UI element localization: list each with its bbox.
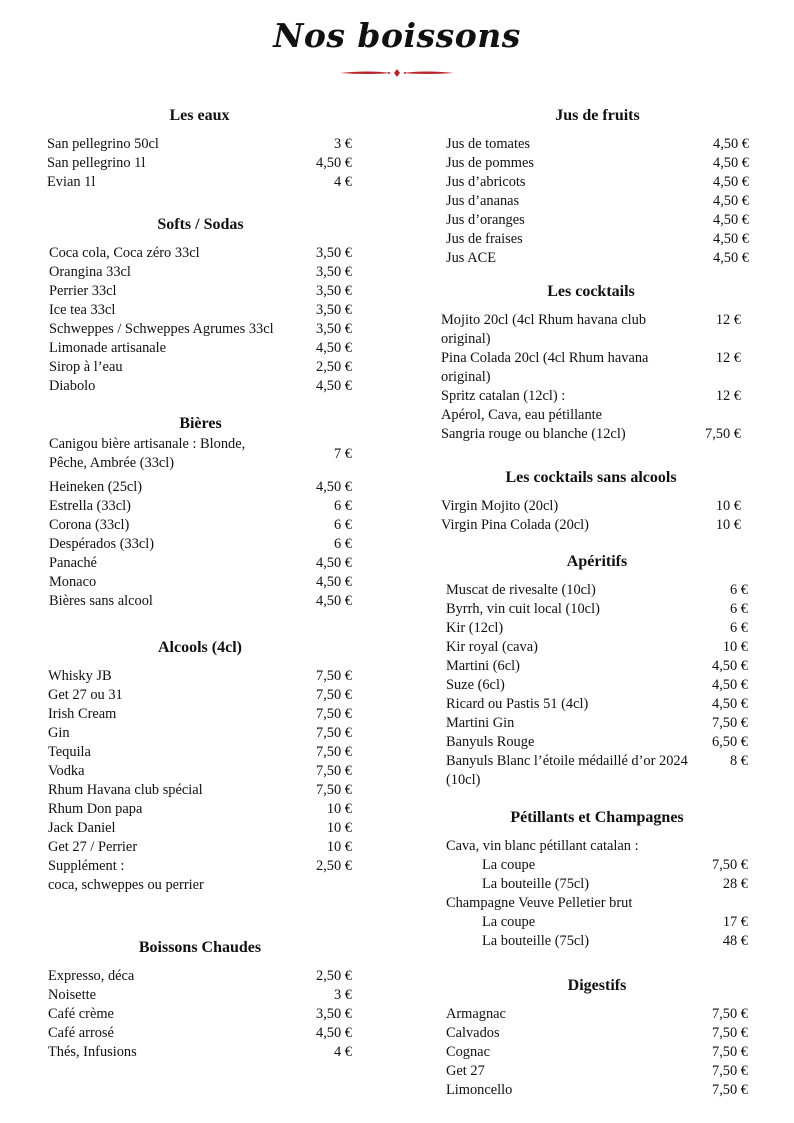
item-name: Whisky JB <box>48 668 112 684</box>
item-name: La bouteille (75cl) <box>482 876 590 892</box>
menu-item <box>446 230 749 249</box>
menu-item <box>446 192 749 211</box>
menu-item <box>48 1005 352 1024</box>
item-price: 4 € <box>334 174 352 190</box>
item-name: Noisette <box>48 987 96 1003</box>
item-name: Pina Colada 20cl (4cl Rhum havana original) <box>441 350 649 385</box>
menu-item <box>441 387 741 406</box>
menu-item <box>446 875 748 894</box>
menu-item <box>48 1043 352 1062</box>
item-name: Evian 1l <box>47 174 96 190</box>
item-price: 2,50 € <box>316 359 352 375</box>
item-name: Bières sans alcool <box>49 593 153 609</box>
menu-item <box>446 894 748 913</box>
section-title: Digestifs <box>567 977 627 994</box>
item-name: Tequila <box>48 744 91 760</box>
section-title: Apéritifs <box>566 553 628 570</box>
item-price: 3,50 € <box>316 245 352 261</box>
section-jus-de-fruits <box>446 106 749 268</box>
item-name: Cava, vin blanc pétillant catalan : <box>446 838 639 854</box>
menu-item <box>49 497 352 516</box>
item-name: Sirop à l’eau <box>49 359 123 375</box>
menu-item <box>49 592 352 611</box>
item-name: Jus d’abricots <box>446 174 526 190</box>
item-name: Coca cola, Coca zéro 33cl <box>49 245 200 261</box>
item-name: Despérados (33cl) <box>49 536 155 552</box>
item-price: 10 € <box>715 517 741 533</box>
item-price: 7,50 € <box>316 763 352 779</box>
menu-item <box>48 986 352 1005</box>
item-price: 7,50 € <box>316 706 352 722</box>
menu-item <box>441 349 741 387</box>
item-price: 4 € <box>334 1044 352 1060</box>
item-name: Thés, Infusions <box>48 1044 137 1060</box>
item-price: 4,50 € <box>316 378 352 394</box>
item-price: 12 € <box>715 350 741 366</box>
item-price: 6 € <box>730 601 748 617</box>
item-price: 4,50 € <box>316 479 352 495</box>
menu-item <box>446 695 748 714</box>
menu-item <box>49 282 352 301</box>
item-name: Champagne Veuve Pelletier brut <box>446 895 633 911</box>
item-price: 28 € <box>722 876 748 892</box>
item-name: Jus de tomates <box>446 136 530 152</box>
item-price: 7,50 € <box>316 725 352 741</box>
menu-item <box>48 724 352 743</box>
item-name: La coupe <box>482 914 536 930</box>
item-name: coca, schweppes ou perrier <box>48 877 204 893</box>
item-price: 6 € <box>334 536 352 552</box>
item-name: Gin <box>48 725 70 741</box>
menu-item <box>49 263 352 282</box>
item-name: Monaco <box>49 574 97 590</box>
item-name: Virgin Mojito (20cl) <box>441 498 559 514</box>
item-price: 48 € <box>722 933 748 949</box>
item-price: 7,50 € <box>705 426 741 442</box>
section-title: Alcools (4cl) <box>158 639 242 656</box>
item-name: Irish Cream <box>48 706 117 722</box>
menu-item <box>49 377 352 396</box>
item-price: 4,50 € <box>713 136 749 152</box>
item-price: 10 € <box>326 839 352 855</box>
item-name: Rhum Don papa <box>48 801 143 817</box>
item-name: Get 27 ou 31 <box>48 687 123 703</box>
menu-item <box>446 1005 748 1024</box>
item-name: San pellegrino 1l <box>47 155 146 171</box>
menu-item <box>48 762 352 781</box>
menu-item <box>47 135 352 154</box>
item-price: 12 € <box>715 312 741 328</box>
section-les-eaux <box>47 106 352 192</box>
item-price: 4,50 € <box>713 250 749 266</box>
menu-item <box>49 554 352 573</box>
menu-item <box>48 781 352 800</box>
menu-item <box>446 619 748 638</box>
section-title: Les cocktails sans alcools <box>505 469 677 486</box>
menu-item <box>47 154 352 173</box>
section-petillants-champagnes <box>446 808 748 951</box>
item-price: 4,50 € <box>316 155 352 171</box>
item-price: 6 € <box>334 517 352 533</box>
menu-item <box>48 876 352 895</box>
menu-item <box>446 913 748 932</box>
item-name: Rhum Havana club spécial <box>48 782 203 798</box>
title-ornament <box>340 66 454 80</box>
item-price: 7,50 € <box>316 782 352 798</box>
item-price: 4,50 € <box>713 212 749 228</box>
item-name: Café crème <box>48 1006 114 1022</box>
item-name: Vodka <box>48 763 85 779</box>
item-name: Kir (12cl) <box>446 620 504 636</box>
item-name: Jus de pommes <box>446 155 534 171</box>
item-name: Heineken (25cl) <box>49 479 143 495</box>
item-name: Get 27 <box>446 1063 485 1079</box>
menu-item <box>49 478 352 497</box>
item-name: Sangria rouge ou blanche (12cl) <box>441 426 626 442</box>
menu-item <box>441 516 741 535</box>
item-price: 4,50 € <box>316 340 352 356</box>
section-title: Les eaux <box>169 107 230 124</box>
section-cocktails-sans-alcools <box>441 468 741 535</box>
section-boissons-chaudes <box>48 938 352 1062</box>
item-price: 7,50 € <box>712 1006 748 1022</box>
section-les-cocktails <box>441 282 741 444</box>
item-name: Schweppes / Schweppes Agrumes 33cl <box>49 321 274 337</box>
menu-item <box>446 837 748 856</box>
item-price: 7,50 € <box>712 1025 748 1041</box>
item-name: Jus de fraises <box>446 231 523 247</box>
item-name: Supplément : <box>48 858 125 874</box>
section-digestifs <box>446 976 748 1100</box>
item-price: 3,50 € <box>316 1006 352 1022</box>
section-aperitifs <box>446 552 748 790</box>
item-name: Spritz catalan (12cl) : <box>441 388 566 404</box>
item-name: Cognac <box>446 1044 490 1060</box>
item-price: 17 € <box>722 914 748 930</box>
section-title: Pétillants et Champagnes <box>510 809 684 826</box>
menu-item <box>446 1043 748 1062</box>
menu-item <box>446 211 749 230</box>
section-title: Bières <box>179 415 222 432</box>
menu-item <box>49 358 352 377</box>
menu-item <box>446 932 748 951</box>
item-price: 6 € <box>730 620 748 636</box>
item-price: 3,50 € <box>316 321 352 337</box>
menu-item <box>446 600 748 619</box>
item-price: 7,50 € <box>316 687 352 703</box>
item-price: 3,50 € <box>316 302 352 318</box>
item-name: Limoncello <box>446 1082 513 1098</box>
item-name: Muscat de rivesalte (10cl) <box>446 582 596 598</box>
item-price: 4,50 € <box>713 174 749 190</box>
item-name: Jus ACE <box>446 250 496 266</box>
item-price: 3 € <box>334 987 352 1003</box>
section-title: Softs / Sodas <box>157 216 244 233</box>
item-name: Virgin Pina Colada (20cl) <box>441 517 589 533</box>
item-price: 6 € <box>334 498 352 514</box>
item-name: Byrrh, vin cuit local (10cl) <box>446 601 600 617</box>
item-price: 2,50 € <box>316 968 352 984</box>
menu-item <box>441 425 741 444</box>
item-price: 4,50 € <box>316 593 352 609</box>
section-alcools <box>48 638 352 895</box>
menu-item <box>49 435 352 473</box>
item-name: Diabolo <box>49 378 96 394</box>
menu-item <box>446 1062 748 1081</box>
item-name: Armagnac <box>446 1006 506 1022</box>
item-name: Jack Daniel <box>48 820 116 836</box>
item-name: Kir royal (cava) <box>446 639 538 655</box>
item-price: 4,50 € <box>316 555 352 571</box>
menu-item <box>48 743 352 762</box>
item-price: 4,50 € <box>316 574 352 590</box>
menu-item <box>446 135 749 154</box>
item-name: Perrier 33cl <box>49 283 117 299</box>
item-price: 6 € <box>730 582 748 598</box>
item-price: 7,50 € <box>712 1044 748 1060</box>
menu-item <box>48 838 352 857</box>
menu-item <box>48 1024 352 1043</box>
menu-item <box>446 581 748 600</box>
item-name: Estrella (33cl) <box>49 498 131 514</box>
item-name: Martini (6cl) <box>446 658 520 674</box>
item-name: Calvados <box>446 1025 500 1041</box>
menu-item <box>446 173 749 192</box>
item-name: Corona (33cl) <box>49 517 130 533</box>
item-name: Banyuls Blanc l’étoile médaillé d’or 2024 (10cl) <box>446 753 688 788</box>
menu-item <box>446 657 748 676</box>
item-name: Martini Gin <box>446 715 515 731</box>
item-price: 3,50 € <box>316 264 352 280</box>
menu-item <box>48 857 352 876</box>
item-name: Mojito 20cl (4cl Rhum havana club original) <box>441 312 647 347</box>
menu-item <box>446 638 748 657</box>
item-name: Jus d’ananas <box>446 193 520 209</box>
item-price: 7,50 € <box>316 744 352 760</box>
item-price: 4,50 € <box>713 193 749 209</box>
menu-item <box>441 497 741 516</box>
menu-item <box>441 311 741 349</box>
item-price: 10 € <box>326 801 352 817</box>
item-name: Expresso, déca <box>48 968 135 984</box>
section-title: Les cocktails <box>547 283 635 300</box>
menu-item <box>446 752 748 790</box>
item-name: Café arrosé <box>48 1025 114 1041</box>
item-price: 2,50 € <box>316 858 352 874</box>
menu-item <box>446 856 748 875</box>
item-price: 4,50 € <box>316 1025 352 1041</box>
item-price: 10 € <box>326 820 352 836</box>
menu-item <box>446 733 748 752</box>
section-bieres <box>49 414 352 611</box>
menu-item <box>446 1024 748 1043</box>
menu-item <box>446 1081 748 1100</box>
menu-item <box>49 573 352 592</box>
item-price: 7,50 € <box>316 668 352 684</box>
item-name: Suze (6cl) <box>446 677 505 693</box>
menu-item <box>48 800 352 819</box>
item-price: 3,50 € <box>316 283 352 299</box>
item-price: 12 € <box>715 388 741 404</box>
menu-item <box>446 154 749 173</box>
item-price: 4,50 € <box>713 155 749 171</box>
section-title: Boissons Chaudes <box>138 939 262 956</box>
item-name: La coupe <box>482 857 536 873</box>
item-price: 7,50 € <box>712 857 748 873</box>
menu-item <box>49 516 352 535</box>
menu-item <box>48 686 352 705</box>
item-name: San pellegrino 50cl <box>47 136 159 152</box>
item-name: Banyuls Rouge <box>446 734 535 750</box>
item-price: 4,50 € <box>712 658 748 674</box>
item-name: Apérol, Cava, eau pétillante <box>441 407 603 423</box>
item-price: 3 € <box>334 136 352 152</box>
item-price: 6,50 € <box>712 734 748 750</box>
menu-item <box>49 301 352 320</box>
menu-item <box>48 667 352 686</box>
menu-item <box>441 406 741 425</box>
section-title: Jus de fruits <box>555 107 640 124</box>
item-price: 7,50 € <box>712 1063 748 1079</box>
item-name: Orangina 33cl <box>49 264 131 280</box>
item-price: 7,50 € <box>712 1082 748 1098</box>
item-name: Limonade artisanale <box>49 340 167 356</box>
item-price: 4,50 € <box>712 677 748 693</box>
item-price: 4,50 € <box>713 231 749 247</box>
item-name: Jus d’oranges <box>446 212 525 228</box>
section-softs-sodas <box>49 215 352 396</box>
menu-item <box>47 173 352 192</box>
menu-item <box>446 714 748 733</box>
menu-item <box>48 705 352 724</box>
menu-item <box>49 339 352 358</box>
item-name: La bouteille (75cl) <box>482 933 590 949</box>
item-name: Ice tea 33cl <box>49 302 116 318</box>
menu-item <box>49 320 352 339</box>
item-price: 10 € <box>722 639 748 655</box>
item-price: 7 € <box>334 446 352 462</box>
item-name: Panaché <box>49 555 97 571</box>
menu-item <box>48 967 352 986</box>
menu-item <box>48 819 352 838</box>
menu-item <box>49 244 352 263</box>
menu-item <box>446 676 748 695</box>
item-price: 10 € <box>715 498 741 514</box>
item-name: Canigou bière artisanale : Blonde, Pêche, Ambrée (33cl) <box>49 436 246 471</box>
menu-item <box>446 249 749 268</box>
item-name: Get 27 / Perrier <box>48 839 138 855</box>
item-price: 7,50 € <box>712 715 748 731</box>
item-name: Ricard ou Pastis 51 (4cl) <box>446 696 589 712</box>
item-price: 8 € <box>730 753 748 769</box>
menu-item <box>49 535 352 554</box>
item-price: 4,50 € <box>712 696 748 712</box>
page-title: Nos boissons <box>273 16 521 55</box>
